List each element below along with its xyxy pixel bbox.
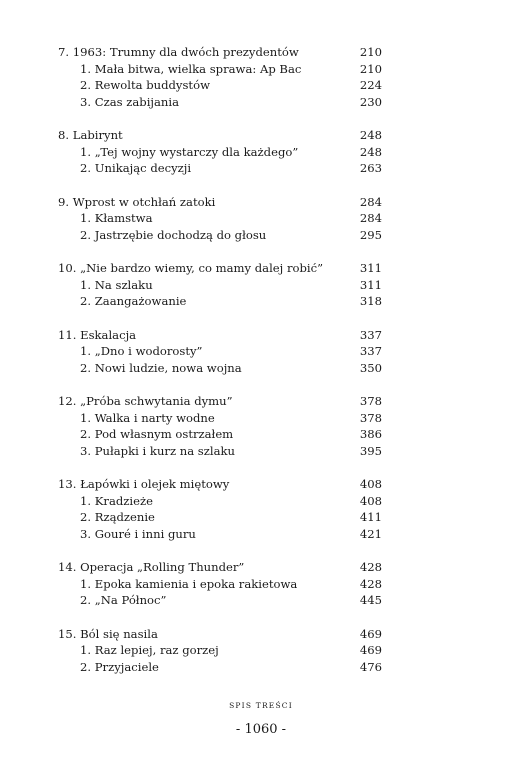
chapter-title: 10. „Nie bardzo wiemy, co mamy dalej robić”	[58, 261, 324, 275]
table-of-contents	[58, 44, 382, 692]
section-page: 476	[359, 659, 382, 674]
section-row	[58, 426, 382, 443]
section-page: 395	[359, 443, 382, 458]
section-title: 2. Unikając decyzji	[80, 161, 192, 175]
section-row	[58, 94, 382, 111]
section-page: 230	[359, 94, 382, 109]
section-page: 350	[359, 360, 382, 375]
chapter-page: 408	[359, 477, 382, 491]
chapter-page: 428	[359, 560, 382, 574]
chapter-row	[58, 626, 382, 643]
section-page: 318	[359, 294, 382, 308]
chapter-row	[58, 327, 382, 344]
chapter-title: 12. „Próba schwytania dymu”	[58, 394, 233, 408]
section-page: 295	[359, 227, 382, 242]
chapter-row	[58, 393, 382, 410]
section-title: 3. Pułapki i kurz na szlaku	[80, 443, 235, 458]
section-title: 1. Kradzieże	[80, 493, 153, 508]
section-title: 1. Kłamstwa	[80, 211, 153, 225]
toc-chapter	[58, 194, 382, 244]
section-row	[58, 493, 382, 510]
section-title: 2. Rewolta buddystów	[80, 78, 210, 92]
section-row	[58, 509, 382, 526]
chapter-title: 15. Ból się nasila	[58, 626, 158, 641]
section-page: 386	[359, 427, 382, 441]
section-title: 1. Walka i narty wodne	[80, 410, 215, 425]
section-title: 2. Jastrzębie dochodzą do głosu	[80, 227, 267, 242]
page-number: - 1060 -	[235, 722, 287, 737]
section-row	[58, 61, 382, 78]
toc-chapter	[58, 327, 382, 377]
toc-chapter	[58, 44, 382, 110]
section-page: 263	[359, 161, 382, 175]
section-row	[58, 360, 382, 377]
chapter-title: 7. 1963: Trumny dla dwóch prezydentów	[58, 45, 299, 59]
section-title: 2. Zaangażowanie	[80, 294, 187, 308]
section-page: 311	[359, 277, 382, 292]
section-title: 1. „Tej wojny wystarczy dla każdego”	[80, 144, 299, 159]
section-page: 445	[359, 593, 382, 607]
section-row	[58, 144, 382, 161]
running-footer-label: SPIS TREŚCI	[229, 701, 293, 710]
section-page: 337	[359, 344, 382, 358]
chapter-page: 337	[359, 327, 382, 342]
toc-chapter	[58, 476, 382, 542]
chapter-page: 378	[359, 394, 382, 408]
toc-chapter	[58, 260, 382, 310]
chapter-row	[58, 260, 382, 277]
toc-chapter	[58, 559, 382, 609]
section-title: 1. Na szlaku	[80, 277, 153, 292]
chapter-title: 13. Łapówki i olejek miętowy	[58, 477, 230, 491]
section-page: 284	[359, 211, 382, 225]
toc-chapter	[58, 626, 382, 676]
section-row	[58, 576, 382, 593]
chapter-page: 248	[359, 128, 382, 142]
section-row	[58, 443, 382, 460]
section-row	[58, 77, 382, 94]
section-row	[58, 592, 382, 609]
section-title: 1. „Dno i wodorosty”	[80, 344, 203, 358]
section-page: 428	[359, 576, 382, 591]
chapter-title: 14. Operacja „Rolling Thunder”	[58, 560, 245, 574]
section-page: 378	[359, 410, 382, 425]
chapter-page: 210	[359, 45, 382, 59]
chapter-page: 284	[359, 194, 382, 209]
section-row	[58, 277, 382, 294]
section-row	[58, 659, 382, 676]
section-page: 408	[359, 493, 382, 508]
section-row	[58, 343, 382, 360]
chapter-page: 311	[359, 261, 382, 275]
section-page: 248	[359, 144, 382, 159]
chapter-row	[58, 127, 382, 144]
section-title: 2. Nowi ludzie, nowa wojna	[80, 360, 242, 375]
section-title: 2. Przyjaciele	[80, 659, 159, 674]
section-title: 3. Czas zabijania	[80, 94, 180, 109]
section-title: 2. Pod własnym ostrzałem	[80, 427, 234, 441]
section-page: 469	[359, 643, 382, 657]
section-page: 210	[359, 61, 382, 76]
section-row	[58, 160, 382, 177]
chapter-row	[58, 194, 382, 211]
section-row	[58, 410, 382, 427]
section-page: 411	[359, 510, 382, 524]
chapter-row	[58, 44, 382, 61]
section-title: 1. Raz lepiej, raz gorzej	[80, 643, 219, 657]
chapter-title: 11. Eskalacja	[58, 327, 137, 342]
toc-chapter	[58, 127, 382, 177]
section-page: 421	[359, 526, 382, 541]
section-title: 3. Gouré i inni guru	[80, 526, 196, 541]
chapter-page: 469	[359, 626, 382, 641]
section-title: 1. Mała bitwa, wielka sprawa: Ap Bac	[80, 61, 302, 76]
section-title: 2. „Na Północ”	[80, 593, 167, 607]
chapter-row	[58, 476, 382, 493]
section-title: 2. Rządzenie	[80, 510, 155, 524]
section-page: 224	[359, 78, 382, 92]
chapter-title: 8. Labirynt	[58, 128, 123, 142]
section-title: 1. Epoka kamienia i epoka rakietowa	[80, 576, 298, 591]
chapter-row	[58, 559, 382, 576]
section-row	[58, 526, 382, 543]
chapter-title: 9. Wprost w otchłań zatoki	[58, 194, 216, 209]
section-row	[58, 642, 382, 659]
section-row	[58, 210, 382, 227]
section-row	[58, 227, 382, 244]
section-row	[58, 293, 382, 310]
toc-chapter	[58, 393, 382, 459]
